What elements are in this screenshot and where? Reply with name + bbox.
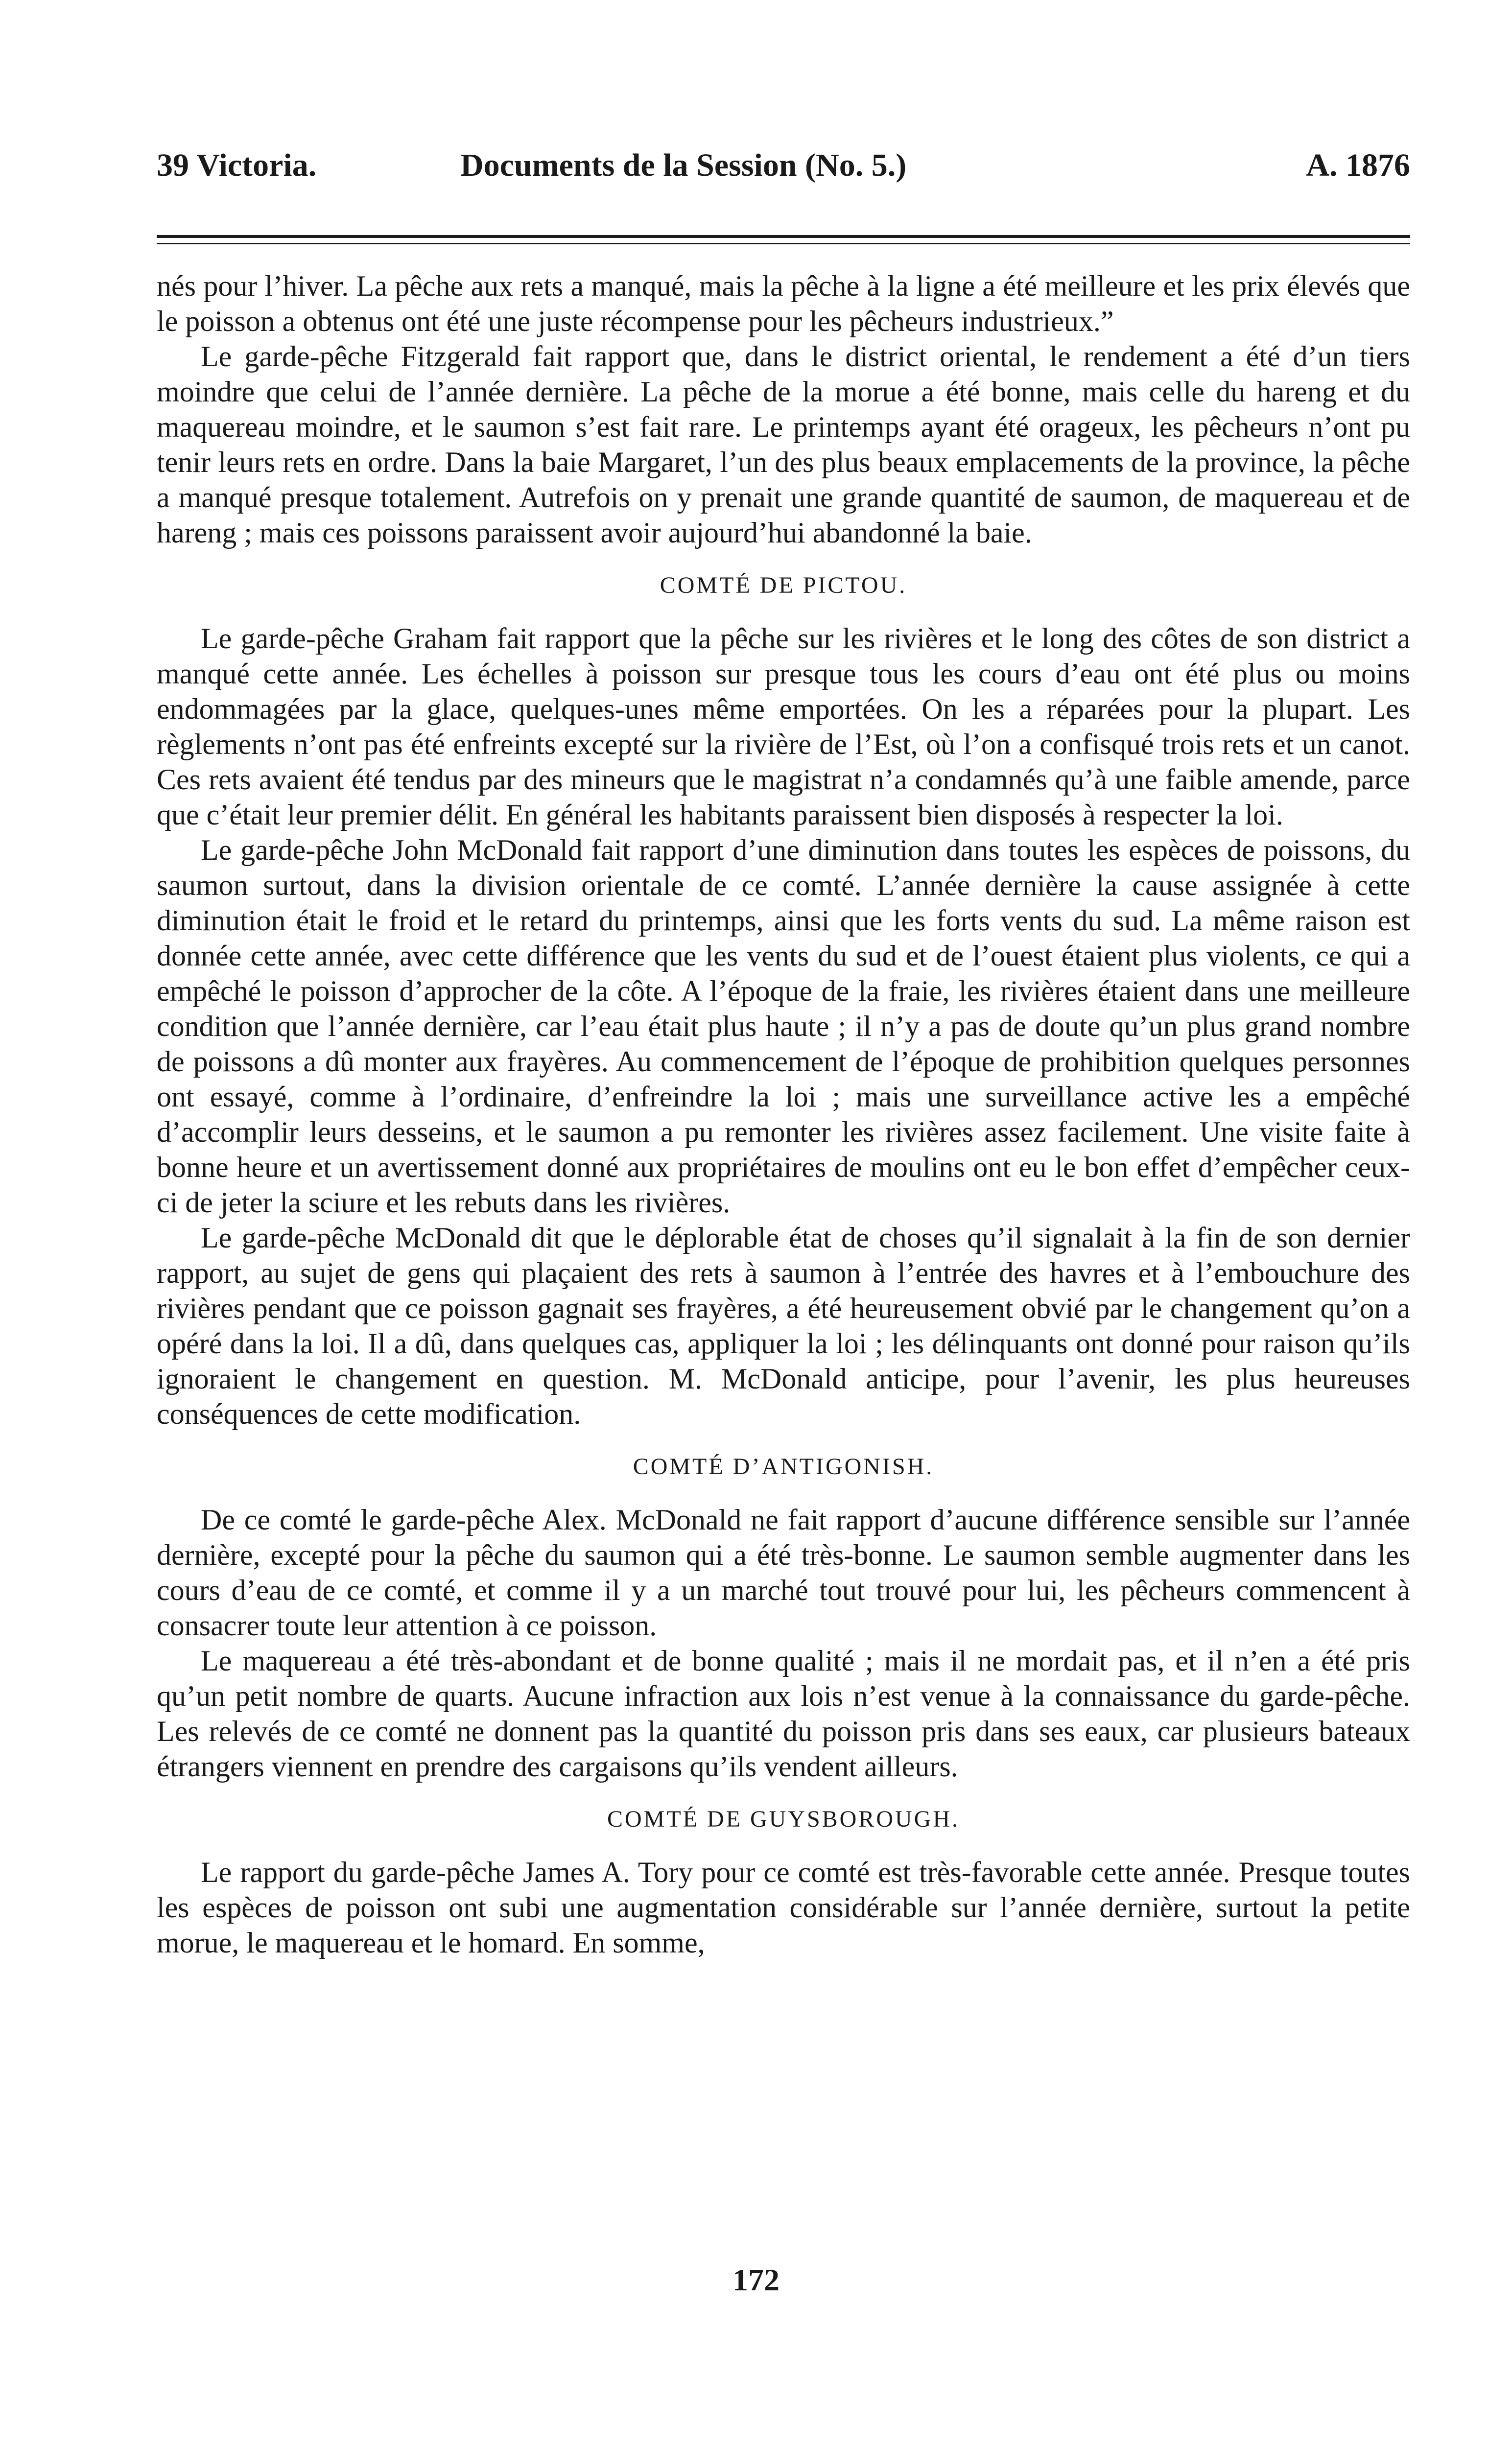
header-title: Documents de la Session (No. 5.) bbox=[460, 147, 907, 183]
page-number: 172 bbox=[732, 2262, 780, 2297]
paragraph-maquereau: Le maquereau a été très-abondant et de bonne qualité ; mais il ne mordait pas, et il n’en a été pris qu’un petit nombre de quarts. Aucune infraction aux lois n’est venue à la connaissance du garde-pêche. Les relevés de ce comté ne donnent pas la quantité du poisson pris dans ses eaux, car plusieurs bateaux étrangers viennent en prendre des cargaisons qu’ils vendent ailleurs. bbox=[157, 1645, 1410, 1783]
header-rule-thick bbox=[157, 235, 1410, 238]
header-year: A. 1876 bbox=[1306, 147, 1410, 183]
section-heading-guysborough: COMTÉ DE GUYSBOROUGH. bbox=[607, 1806, 960, 1832]
paragraph-mcdonald-state: Le garde-pêche McDonald dit que le déplorable état de choses qu’il signalait à la fin de son dernier rapport, au sujet de gens qui plaçaient des rets à saumon à l’entrée des havres et à l’embouchure des rivières pendant que ce poisson gagnait ses frayères, a été heureusement obvié par le changement qu’on a opéré dans la loi. Il a dû, dans quelques cas, appliquer la loi ; les délinquants ont donné pour raison qu’ils ignoraient le changement en question. M. McDonald anticipe, pour l’avenir, les plus heureuses conséquences de cette modification. bbox=[157, 1222, 1410, 1430]
paragraph-alex-mcdonald: De ce comté le garde-pêche Alex. McDonald ne fait rapport d’aucune différence sensible sur l’année dernière, excepté pour la pêche du saumon qui a été très-bonne. Le saumon semble augmenter dans les cours d’eau de ce comté, et comme il y a un marché tout trouvé pour lui, les pêcheurs commencent à consacrer toute leur attention à ce poisson. bbox=[157, 1504, 1410, 1642]
body-text bbox=[157, 268, 1410, 1960]
running-header bbox=[157, 147, 1410, 191]
paragraph-graham: Le garde-pêche Graham fait rapport que la pêche sur les rivières et le long des côtes de son district a manqué cette année. Les échelles à poisson sur presque tous les cours d’eau ont été plus ou moins endommagées par la glace, quelques-unes même emportées. On les a réparées pour la plupart. Les règlements n’ont pas été enfreints excepté sur la rivière de l’Est, où l’on a confisqué trois rets et un canot. Ces rets avaient été tendus par des mineurs que le magistrat n’a condamnés qu’à une faible amende, parce que c’était leur premier délit. En général les habitants paraissent bien disposés à respecter la loi. bbox=[157, 622, 1410, 831]
header-rule-thin bbox=[157, 243, 1410, 244]
section-heading-antigonish: COMTÉ D’ANTIGONISH. bbox=[633, 1454, 934, 1480]
paragraph-fitzgerald: Le garde-pêche Fitzgerald fait rapport que, dans le district oriental, le rendement a été d’un tiers moindre que celui de l’année dernière. La pêche de la morue a été bonne, mais celle du hareng et du maquereau moindre, et le saumon s’est fait rare. Le printemps ayant été orageux, les pêcheurs n’ont pu tenir leurs rets en ordre. Dans la baie Margaret, l’un des plus beaux emplacements de la province, la pêche a manqué presque totalement. Autrefois on y prenait une grande quantité de saumon, de maquereau et de hareng ; mais ces poissons paraissent avoir aujourd’hui abandonné la baie. bbox=[157, 340, 1410, 549]
paragraph-continuation: nés pour l’hiver. La pêche aux rets a manqué, mais la pêche à la ligne a été meilleure et les prix élevés que le poisson a obtenus ont été une juste récompense pour les pêcheurs industrieux.” bbox=[157, 270, 1410, 337]
section-heading-pictou: COMTÉ DE PICTOU. bbox=[660, 572, 907, 598]
paragraph-tory: Le rapport du garde-pêche James A. Tory pour ce comté est très-favorable cette année. Presque toutes les espèces de poisson ont subi une augmentation considérable sur l’année dernière, surtout la petite morue, le maquereau et le homard. En somme, bbox=[157, 1856, 1410, 1959]
header-volume: 39 Victoria. bbox=[157, 147, 317, 183]
paragraph-john-mcdonald: Le garde-pêche John McDonald fait rapport d’une diminution dans toutes les espèces de poissons, du saumon surtout, dans la division orientale de ce comté. L’année dernière la cause assignée à cette diminution était le froid et le retard du printemps, ainsi que les forts vents du sud. La même raison est donnée cette année, avec cette différence que les vents du sud et de l’ouest étaient plus violents, ce qui a empêché le poisson d’approcher de la côte. A l’époque de la fraie, les rivières étaient dans une meilleure condition que l’année dernière, car l’eau était plus haute ; il n’y a pas de doute qu’un plus grand nombre de poissons a dû monter aux frayères. Au commencement de l’époque de prohibition quelques personnes ont essayé, comme à l’ordinaire, d’enfreindre la loi ; mais une surveillance active les a empêché d’accomplir leurs desseins, et le saumon a pu remonter les rivières assez facilement. Une visite faite à bonne heure et un avertissement donné aux propriétaires de moulins ont eu le bon effet d’empêcher ceux-ci de jeter la sciure et les rebuts dans les rivières. bbox=[157, 834, 1410, 1219]
